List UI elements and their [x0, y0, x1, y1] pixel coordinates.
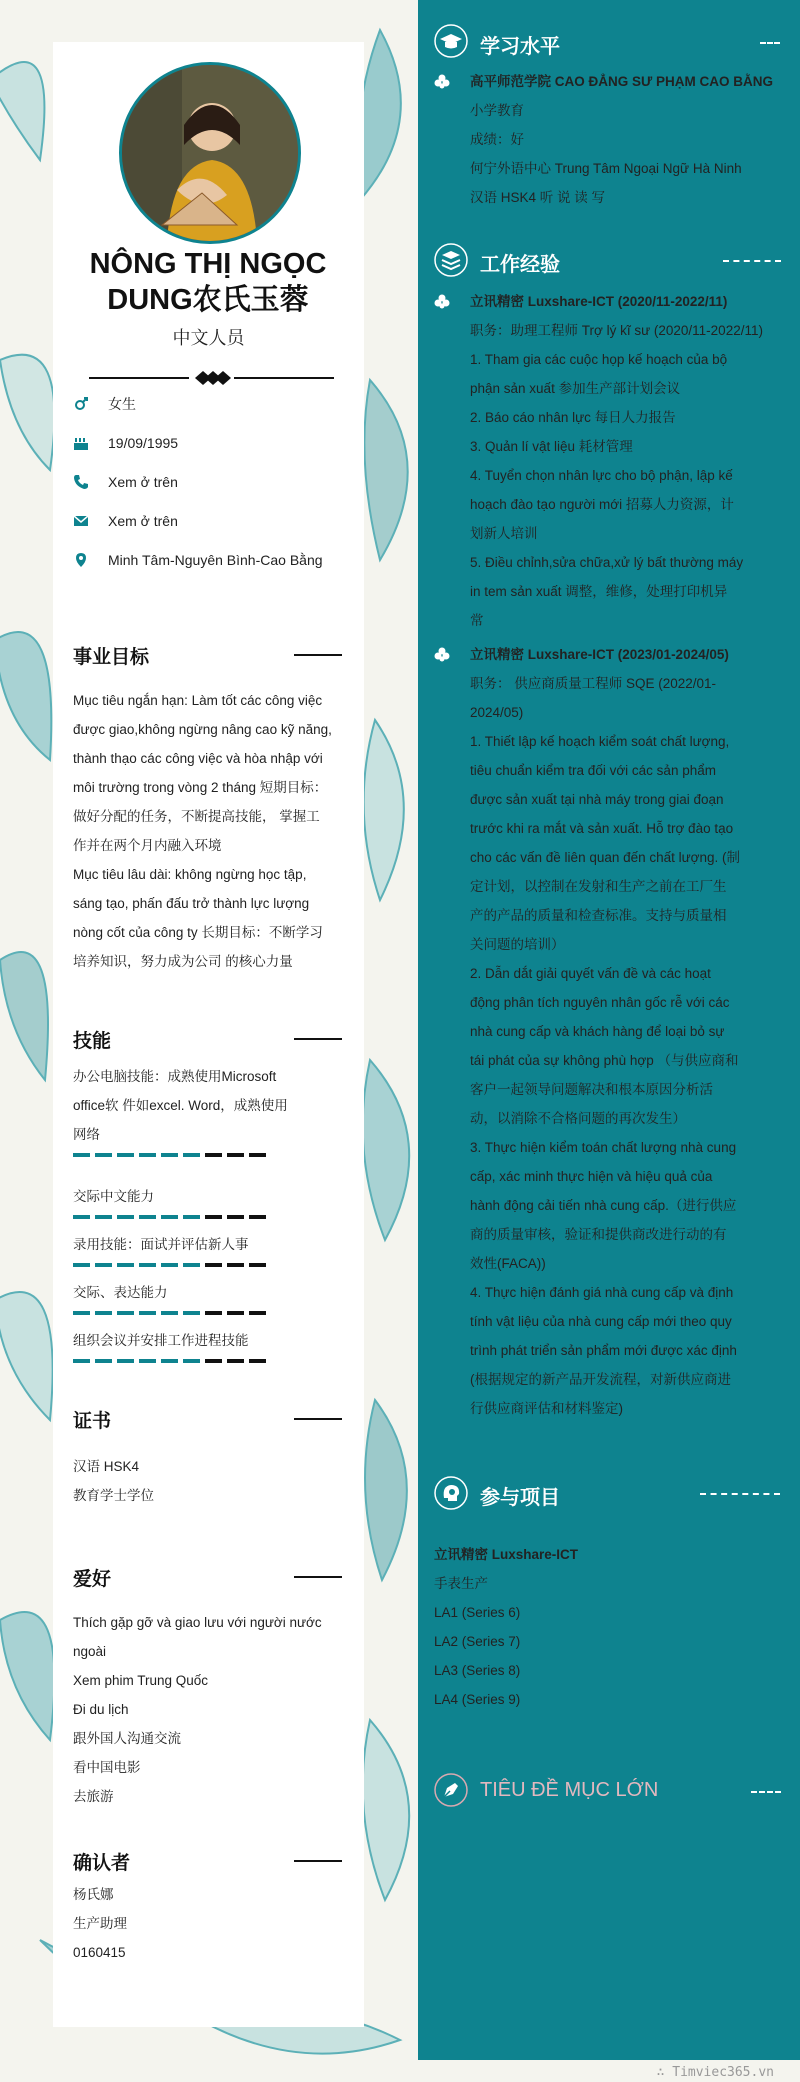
job-line: nhà cung cấp và khách hàng để loại bỏ sự: [470, 1024, 725, 1039]
referee-line: 0160415: [73, 1945, 126, 1960]
hobby-line: 看中国电影: [73, 1760, 141, 1775]
skill-bar-segment: [205, 1263, 222, 1267]
skill-label: 交际、表达能力: [73, 1285, 168, 1300]
career-title: 事业目标: [73, 647, 150, 668]
skill-label: 组织会议并安排工作进程技能: [73, 1333, 249, 1348]
skill-bar-segment: [161, 1215, 178, 1219]
skill-level-bar: [73, 1215, 343, 1219]
extra-section-title: TIÊU ĐỀ MỤC LỚN: [480, 1779, 659, 1801]
job-header: 立讯精密 Luxshare-ICT (2023/01-2024/05): [470, 647, 729, 662]
career-line: 做好分配的任务，不断提高技能， 掌握工: [73, 809, 320, 824]
job-line: cấp, xác minh thực hiện và hiệu quả của: [470, 1169, 713, 1184]
skill-bar-segment: [117, 1311, 134, 1315]
skill-bar-segment: [205, 1311, 222, 1315]
skill-item: [73, 1062, 343, 1157]
skill-bar-segment: [73, 1263, 90, 1267]
career-objective-text: [73, 686, 343, 976]
skill-bar-segment: [95, 1359, 112, 1363]
skill-bar-segment: [117, 1215, 134, 1219]
education-title-dash: [760, 42, 780, 46]
pen-nib-icon: [434, 1773, 468, 1807]
education-line: 成绩：好: [470, 132, 524, 147]
career-title-rule: [294, 654, 342, 656]
job-line: 4. Tuyển chọn nhân lực cho bộ phận, lập kế: [470, 468, 733, 483]
skill-item: [73, 1278, 343, 1315]
career-line: Mục tiêu lâu dài: không ngừng học tập,: [73, 867, 307, 882]
job-line: 产的产品的质量和检查标准。支持与质量相: [470, 908, 727, 923]
skill-bar-segment: [183, 1215, 200, 1219]
skill-bar-segment: [227, 1153, 244, 1157]
job-line: 行供应商评估和材料鉴定): [470, 1401, 623, 1416]
job-title: 中文人员: [172, 328, 245, 348]
hobby-line: 去旅游: [73, 1789, 114, 1804]
skill-label: 网络: [73, 1127, 100, 1142]
skill-bar-segment: [95, 1311, 112, 1315]
skill-bar-segment: [73, 1153, 90, 1157]
skill-bar-segment: [227, 1359, 244, 1363]
career-line: sáng tạo, phấn đấu trở thành lực lượng: [73, 896, 310, 911]
job-line: hoạch đào tạo người mới 招募人力资源，计: [470, 497, 734, 512]
phone-icon: [73, 474, 89, 490]
job-line: 1. Thiết lập kế hoạch kiểm soát chất lượng,: [470, 734, 730, 749]
job-line: 关问题的培训）: [470, 937, 565, 952]
briefcase-stack-icon: [434, 243, 468, 277]
hobby-line: ngoài: [73, 1644, 107, 1659]
job-line: 职务： 供应商质量工程师 SQE (2022/01-: [470, 676, 717, 691]
project-line: 手表生产: [434, 1576, 488, 1591]
skill-bar-segment: [139, 1153, 156, 1157]
skill-bar-segment: [161, 1263, 178, 1267]
brain-gear-icon: [434, 1476, 468, 1510]
skill-bar-segment: [205, 1359, 222, 1363]
job-line: 商的质量审核，验证和提供商改进行动的有: [470, 1227, 727, 1242]
graduation-cap-icon: [434, 24, 468, 58]
education-school: 高平师范学院 CAO ĐẲNG SƯ PHẠM CAO BẰNG: [470, 74, 773, 89]
job-entry-2: [470, 640, 782, 1423]
skill-bar-segment: [183, 1263, 200, 1267]
skills-title-rule: [294, 1038, 342, 1040]
gender-text: 女生: [108, 396, 136, 412]
referee-title-rule: [294, 1860, 342, 1862]
job-line: 划新人培训: [470, 526, 538, 541]
skill-item: [73, 1230, 343, 1267]
skill-bar-segment: [117, 1263, 134, 1267]
skill-bar-segment: [139, 1311, 156, 1315]
skill-bar-segment: [249, 1153, 266, 1157]
skill-bar-segment: [183, 1311, 200, 1315]
skill-bar-segment: [249, 1263, 266, 1267]
extra-title-dash: [751, 1791, 781, 1795]
skill-label: 交际中文能力: [73, 1189, 154, 1204]
skill-level-bar: [73, 1263, 343, 1267]
job-line: trình phát triển sản phẩm mới được xác định: [470, 1343, 737, 1358]
job-line: 常: [470, 613, 484, 628]
skill-bar-segment: [95, 1263, 112, 1267]
job-line: cho các vấn đề liên quan đến chất lượng. (制: [470, 850, 741, 865]
education-line: 何宁外语中心 Trung Tâm Ngoại Ngữ Hà Ninh: [470, 161, 742, 176]
project-line: LA2 (Series 7): [434, 1634, 521, 1649]
education-line: 小学教育: [470, 103, 524, 118]
experience-title: 工作经验: [480, 254, 560, 276]
career-line: thành thạo các công việc và hòa nhập với: [73, 751, 323, 766]
experience-title-dash: [723, 260, 781, 264]
career-line: 培养知识，努力成为公司 的核心力量: [73, 954, 293, 969]
career-line: Mục tiêu ngắn hạn: Làm tốt các công việc: [73, 693, 323, 708]
skill-level-bar: [73, 1153, 343, 1157]
skill-bar-segment: [161, 1153, 178, 1157]
skill-bar-segment: [249, 1359, 266, 1363]
career-line: nòng cốt của công ty 长期目标：不断学习: [73, 925, 323, 940]
skill-label: 办公电脑技能：成熟使用Microsoft: [73, 1069, 277, 1084]
job-line: tiêu chuẩn kiểm tra đối với các sản phẩm: [470, 763, 716, 778]
job-line: 客户一起领导问题解决和根本原因分析活: [470, 1082, 713, 1097]
flower-bullet-icon: [434, 74, 450, 90]
skill-bar-segment: [161, 1311, 178, 1315]
skill-bar-segment: [161, 1359, 178, 1363]
address-text: Minh Tâm-Nguyên Bình-Cao Bằng: [108, 552, 323, 568]
career-line: 作并在两个月内融入环境: [73, 838, 222, 853]
skill-bar-segment: [205, 1153, 222, 1157]
job-line: 5. Điều chỉnh,sửa chữa,xử lý bất thường máy: [470, 555, 744, 570]
project-line: LA1 (Series 6): [434, 1605, 521, 1620]
job-line: 2. Báo cáo nhân lực 每日人力报告: [470, 410, 676, 425]
projects-title-dash: [700, 1493, 780, 1497]
career-line: môi trường trong vòng 2 tháng 短期目标：: [73, 780, 328, 795]
skill-bar-segment: [205, 1215, 222, 1219]
skill-bar-segment: [139, 1215, 156, 1219]
skill-bar-segment: [183, 1153, 200, 1157]
job-line: (根据规定的新产品开发流程，对新供应商进: [470, 1372, 731, 1387]
gender-icon: [73, 396, 89, 412]
project-line: LA4 (Series 9): [434, 1692, 521, 1707]
name-line-2: DUNG农氏玉蓉: [107, 284, 309, 316]
certificates-title: 证书: [73, 1411, 112, 1432]
skill-item: [73, 1326, 343, 1363]
referee-info: [73, 1880, 343, 1967]
job-line: 3. Thực hiện kiểm toán chất lượng nhà cung: [470, 1140, 737, 1155]
project-header: 立讯精密 Luxshare-ICT: [434, 1547, 579, 1562]
job-line: tính vật liệu của nhà cung cấp mới theo quy: [470, 1314, 732, 1329]
ornament-divider: [89, 368, 334, 388]
job-line: tái phát của sự không phù hợp （与供应商和: [470, 1053, 739, 1068]
skill-bar-segment: [139, 1263, 156, 1267]
referee-line: 杨氏娜: [73, 1887, 114, 1902]
job-line: động phân tích nguyên nhân gốc rễ với các: [470, 995, 730, 1010]
skills-title: 技能: [73, 1031, 112, 1052]
project-entry: [434, 1540, 746, 1714]
education-entry: [470, 67, 782, 212]
location-pin-icon: [73, 552, 89, 568]
hobbies-title-rule: [294, 1576, 342, 1578]
job-line: hành động cải tiến nhà cung cấp.（进行供应: [470, 1198, 737, 1213]
education-line: 汉语 HSK4 听 说 读 写: [470, 190, 606, 205]
hobby-line: 跟外国人沟通交流: [73, 1731, 181, 1746]
job-line: 效性(FACA)): [470, 1256, 546, 1271]
skill-item: [73, 1182, 343, 1219]
referee-line: 生产助理: [73, 1916, 127, 1931]
job-entry-1: [470, 287, 782, 635]
job-line: trước khi ra mắt và sản xuất. Hỗ trợ đào tạo: [470, 821, 734, 836]
skill-bar-segment: [139, 1359, 156, 1363]
skill-label: office软 件如excel. Word，成熟使用: [73, 1098, 288, 1113]
skill-bar-segment: [117, 1153, 134, 1157]
hobby-line: Thích gặp gỡ và giao lưu với người nước: [73, 1615, 322, 1630]
skill-bar-segment: [249, 1311, 266, 1315]
phone-text: Xem ở trên: [108, 474, 178, 490]
skill-bar-segment: [183, 1359, 200, 1363]
skill-level-bar: [73, 1359, 343, 1363]
certificate-item: 汉语 HSK4: [73, 1459, 140, 1474]
name-line-1: NÔNG THỊ NGỌC: [89, 248, 327, 280]
certificate-item: 教育学士学位: [73, 1488, 154, 1503]
projects-title: 参与项目: [480, 1487, 560, 1509]
skill-bar-segment: [73, 1215, 90, 1219]
avatar: [119, 62, 301, 244]
skill-bar-segment: [117, 1359, 134, 1363]
certificates-title-rule: [294, 1418, 342, 1420]
project-line: LA3 (Series 8): [434, 1663, 521, 1678]
skill-bar-segment: [227, 1215, 244, 1219]
job-line: 职务：助理工程师 Trợ lý kĩ sư (2020/11-2022/11): [470, 323, 763, 338]
birthday-text: 19/09/1995: [108, 435, 179, 451]
job-line: 3. Quản lí vật liệu 耗材管理: [470, 439, 633, 454]
certificates-list: [73, 1452, 343, 1510]
hobby-line: Xem phim Trung Quốc: [73, 1673, 209, 1688]
skill-bar-segment: [95, 1215, 112, 1219]
hobbies-list: [73, 1608, 343, 1811]
hobbies-title: 爱好: [73, 1569, 112, 1590]
email-icon: [73, 513, 89, 529]
education-title: 学习水平: [480, 36, 560, 58]
skill-bar-segment: [227, 1263, 244, 1267]
job-line: 动，以消除不合格问题的再次发生）: [470, 1111, 686, 1126]
skill-bar-segment: [249, 1215, 266, 1219]
job-line: in tem sản xuất 调整，维修，处理打印机异: [470, 584, 728, 599]
referee-title: 确认者: [73, 1853, 131, 1874]
job-line: 4. Thực hiện đánh giá nhà cung cấp và định: [470, 1285, 734, 1300]
left-column-card: [53, 42, 364, 2027]
career-line: được giao,không ngừng nâng cao kỹ năng,: [73, 722, 332, 737]
skill-level-bar: [73, 1311, 343, 1315]
job-line: 2. Dẫn dắt giải quyết vấn đề và các hoạt: [470, 966, 711, 981]
job-line: 定计划，以控制在发射和生产之前在工厂生: [470, 879, 727, 894]
job-line: 1. Tham gia các cuộc họp kế hoạch của bộ: [470, 352, 728, 367]
flower-bullet-icon: [434, 647, 450, 663]
skill-bar-segment: [227, 1311, 244, 1315]
skill-bar-segment: [95, 1153, 112, 1157]
skill-label: 录用技能：面试并评估新人事: [73, 1237, 249, 1252]
right-column-panel: [418, 0, 800, 2060]
skill-bar-segment: [73, 1359, 90, 1363]
job-header: 立讯精密 Luxshare-ICT (2020/11-2022/11): [470, 294, 728, 309]
full-name: [63, 246, 353, 318]
email-text: Xem ở trên: [108, 513, 178, 529]
job-line: 2024/05): [470, 705, 524, 720]
skill-bar-segment: [73, 1311, 90, 1315]
hobby-line: Đi du lịch: [73, 1702, 129, 1717]
job-line: được sản xuất tại nhà máy trong giai đoạn: [470, 792, 724, 807]
job-line: phận sản xuất 参加生产部计划会议: [470, 381, 681, 396]
birthday-cake-icon: [73, 435, 89, 451]
flower-bullet-icon: [434, 294, 450, 310]
watermark: ∴ Timviec365.vn: [656, 2065, 774, 2080]
